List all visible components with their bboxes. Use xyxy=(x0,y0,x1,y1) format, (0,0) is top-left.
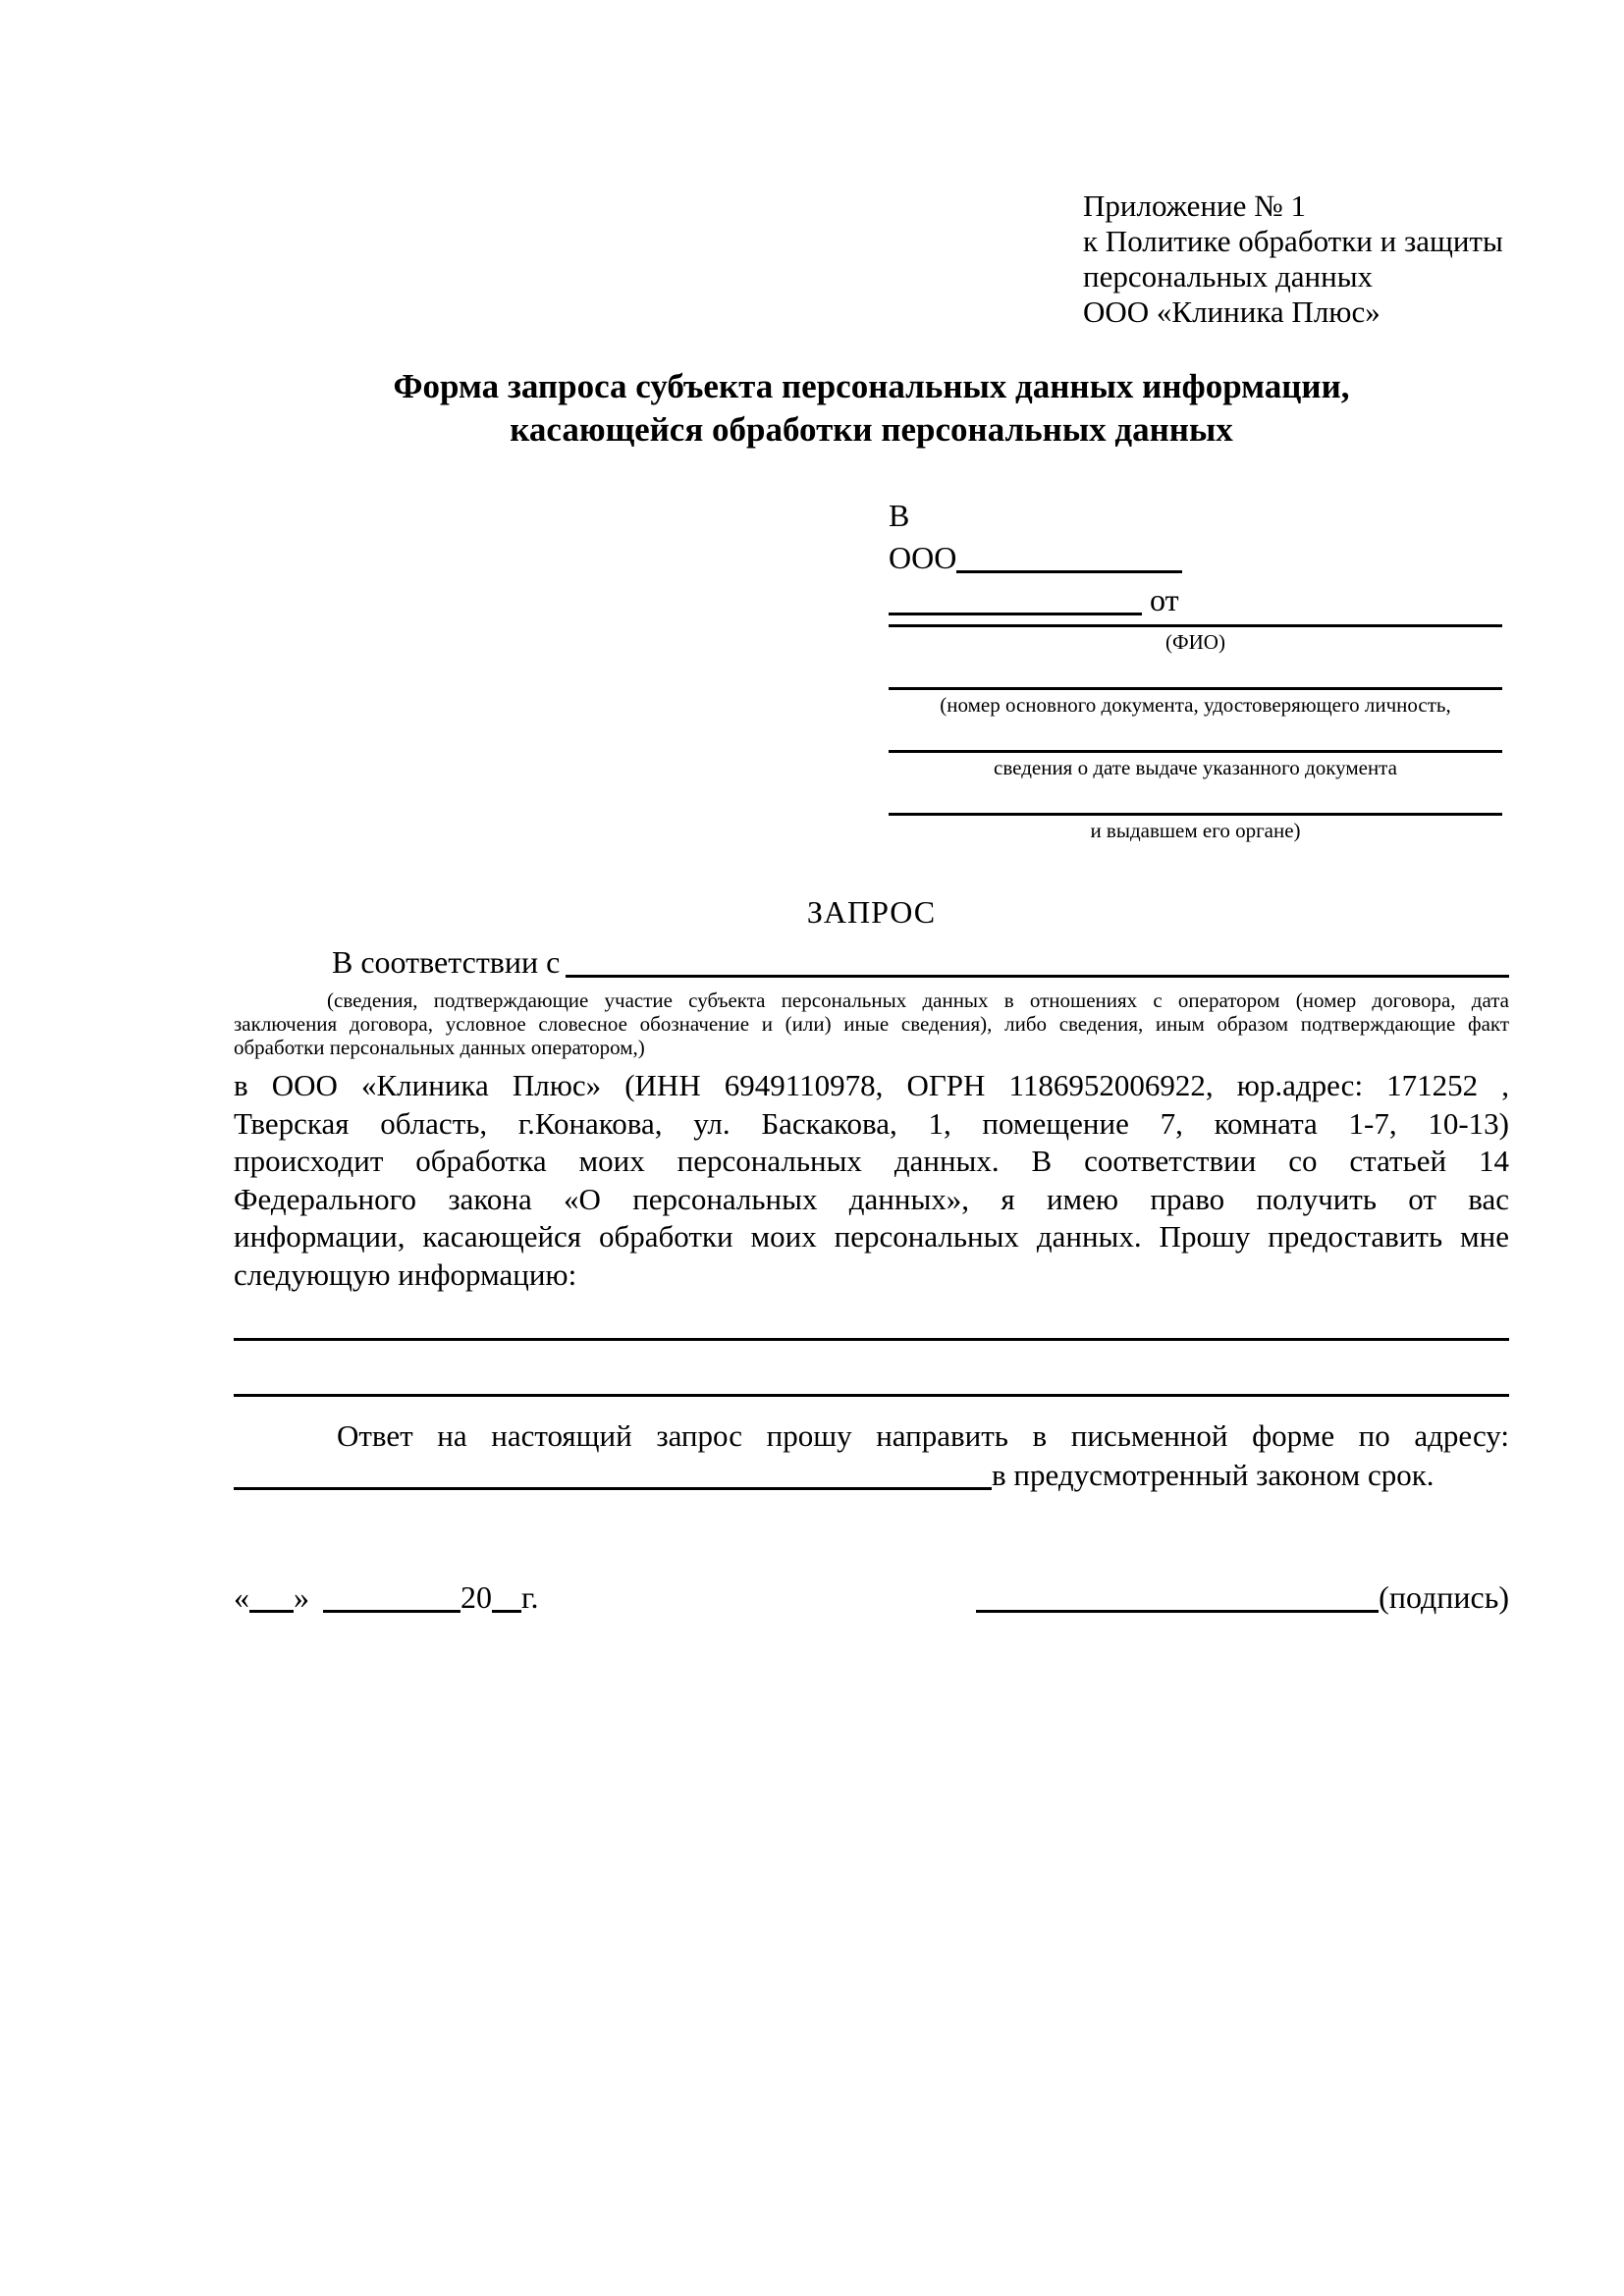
signature-caption: (подпись) xyxy=(1379,1579,1509,1615)
body-line-4: Федерального закона «О персональных данных», я имею право получить от вас xyxy=(234,1181,1509,1216)
year-prefix-text: 20 xyxy=(460,1579,492,1615)
addressee-from-row xyxy=(889,579,1502,621)
appendix-line-4: ООО «Клиника Плюс» xyxy=(1083,294,1380,329)
body-line-3: происходит обработка моих персональных данных. В соответствии со статьей 14 xyxy=(234,1144,1509,1178)
document-number-caption: (номер основного документа, удостоверяющего личность, xyxy=(940,693,1451,717)
date-signature-row xyxy=(234,1577,1509,1617)
appendix-line-1: Приложение № 1 xyxy=(1083,188,1306,223)
request-heading: ЗАПРОС xyxy=(806,894,937,930)
fine-print-line-3: обработки персональных данных оператором,) xyxy=(234,1036,645,1059)
issuing-authority-field xyxy=(889,780,1502,843)
fio-caption: (ФИО) xyxy=(1165,630,1225,654)
signature-blank-line xyxy=(976,1610,1379,1613)
body-line-6: следующую информацию: xyxy=(234,1256,577,1292)
document-number-blank-line xyxy=(889,655,1502,690)
appendix-line-3: персональных данных xyxy=(1083,259,1374,294)
year-suffix-text: г. xyxy=(521,1579,539,1615)
issue-date-blank-line xyxy=(889,718,1502,753)
title-line-2: касающейся обработки персональных данных xyxy=(510,410,1233,449)
applicant-blank-line xyxy=(889,613,1142,615)
title-line-1: Форма запроса субъекта персональных данных информации, xyxy=(393,367,1350,405)
body-paragraph xyxy=(234,1067,1509,1294)
addressee-block xyxy=(889,495,1502,843)
document-title xyxy=(234,365,1509,452)
appendix-line-2: к Политике обработки и защиты xyxy=(1083,224,1503,258)
accordance-blank-line xyxy=(566,941,1509,978)
fine-print-block xyxy=(234,988,1509,1059)
addressee-to-label xyxy=(889,495,1502,537)
appendix-block xyxy=(1083,188,1509,330)
day-blank-line xyxy=(249,1610,294,1613)
signature-field xyxy=(976,1577,1509,1617)
from-label-text: от xyxy=(1150,582,1179,617)
date-field xyxy=(234,1577,539,1617)
to-label-text: В xyxy=(889,498,910,533)
body-line-1: в ООО «Клиника Плюс» (ИНН 6949110978, ОГРН 1186952006922, юр.адрес: 171252 , xyxy=(234,1068,1509,1102)
date-open-quote: « xyxy=(234,1579,249,1615)
reply-address-blank-line xyxy=(234,1455,992,1490)
reply-paragraph-line-2 xyxy=(234,1455,1509,1495)
issuing-authority-caption: и выдавшем его органе) xyxy=(1090,819,1301,842)
body-line-2: Тверская область, г.Конакова, ул. Баскакова, 1, помещение 7, комната 1-7, 10-13) xyxy=(234,1105,1509,1141)
fine-print-line-2: заключения договора, условное словесное обозначение и (или) иные сведения), либо сведения, иным образом подтверждающие факт xyxy=(234,1012,1509,1036)
fine-print-line-1: (сведения, подтверждающие участие субъекта персональных данных в отношениях с оператором (номер договора, дата xyxy=(327,988,1509,1012)
accordance-row xyxy=(234,941,1509,983)
document-number-field xyxy=(889,655,1502,718)
requested-info-blank-line-1 xyxy=(234,1294,1509,1341)
org-name-blank-line xyxy=(956,570,1182,573)
month-blank-line xyxy=(323,1610,460,1613)
issue-date-caption: сведения о дате выдаче указанного документа xyxy=(994,756,1397,779)
requested-info-blank-line-2 xyxy=(234,1341,1509,1397)
fio-field xyxy=(889,621,1502,655)
body-line-5: информации, касающейся обработки моих персональных данных. Прошу предоставить мне xyxy=(234,1219,1509,1254)
date-close-quote: » xyxy=(294,1579,309,1615)
reply-paragraph-line-1: Ответ на настоящий запрос прошу направить в письменной форме по адресу: xyxy=(337,1418,1509,1453)
issuing-authority-blank-line xyxy=(889,780,1502,816)
org-label-text: ООО xyxy=(889,540,957,575)
addressee-org-row xyxy=(889,537,1502,579)
accordance-label: В соответствии с xyxy=(332,944,561,980)
year-blank-line xyxy=(492,1610,521,1613)
issue-date-field xyxy=(889,718,1502,780)
reply-suffix-text: в предусмотренный законом срок. xyxy=(992,1458,1435,1492)
